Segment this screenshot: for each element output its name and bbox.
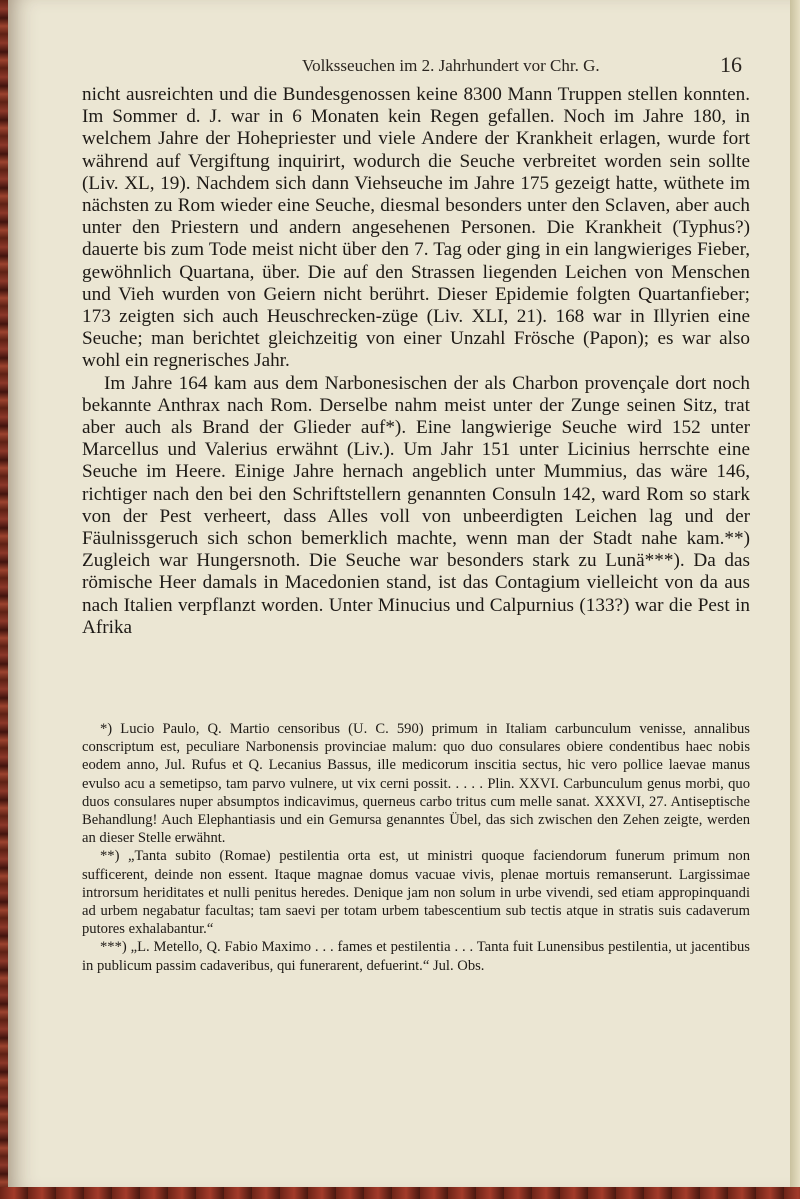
footnote: ***) „L. Metello, Q. Fabio Maximo . . . fames et pestilentia . . . Tanta fuit Lunensibus pestilentia, ut jacentibus in publicum passim cadaveribus, qui funerarent, defuerint.“ Jul. Obs. <box>82 939 750 974</box>
page-header <box>302 46 742 86</box>
running-title: Volksseuchen im 2. Jahrhundert vor Chr. G. <box>302 56 600 75</box>
paragraph: Im Jahre 164 kam aus dem Narbonesischen der als Charbon provençale dort noch bekannte Anthrax nach Rom. Derselbe nahm meist unter der Zunge seinen Sitz, trat aber auch als Brand der Glieder auf*). Eine langwierige Seuche wird 152 unter Marcellus und Valerius erwähnt (Liv.). Um Jahr 151 unter Licinius herrschte eine Seuche im Heere. Einige Jahre hernach angeblich unter Mummius, das wäre 146, richtiger nach den bei den Schriftstellern genannten Consuln 142, ward Rom so stark von der Pest verheert, dass Alles voll von unbeerdigten Leichen lag und der Fäulnissgeruch sich schon bemerklich machte, wenn man der Stadt nahe kam.**) Zugleich war Hungersnoth. Die Seuche war besonders stark zu Lunä***). Da das römische Heer damals in Macedonien stand, ist das Contagium vielleicht von da aus nach Italien verpflanzt worden. Unter Minucius und Calpurnius (133?) war die Pest in Afrika <box>82 372 750 638</box>
main-text <box>82 84 750 639</box>
footnotes <box>82 720 750 975</box>
book-bottom-edge <box>0 1187 800 1199</box>
page-number: 16 <box>720 52 742 77</box>
footnote: *) Lucio Paulo, Q. Martio censoribus (U. C. 590) primum in Italiam carbunculum venisse, annalibus conscriptum est, peculiare Narbonensis provinciae malum: quo duo consulares obiere condentibus haec nobis eodem anno, Jul. Rufus et Q. Lecanius Bassus, ille medicorum inscitia sectus, hic vero pollice laevae manus evulso acu a semetipso, tam parvo vulnere, ut vix cerni possit. . . . . Plin. XXVI. Carbunculum genus morbi, quo duos consulares nuper absumptos indicavimus, querneus carbo tritus cum melle sanat. XXXVI, 27. Antiseptische Behandlung! Auch Elephantiasis und ein Gemursa genanntes Übel, das sich zwischen den Zehen zeigte, werden an dieser Stelle erwähnt. <box>82 721 750 847</box>
page-edge-right <box>790 0 800 1199</box>
footnote: **) „Tanta subito (Romae) pestilentia orta est, ut ministri quoque faciendorum funerum primum non sufficerent, deinde non essent. Itaque magnae domus vacuae vivis, plenae mortuis remanserunt. Largissimae introrsum heriditates et nulli penitus heredes. Denique jam non solum in urbe vivendi, sed etiam appropinquandi ad urbem negabatur facultas; tam saevi per totam urbem tabescentium sub tectis atque in stratis suis cadaverum putores exhalabantur.“ <box>82 848 750 938</box>
paragraph: nicht ausreichten und die Bundesgenossen keine 8300 Mann Truppen stellen konnten. Im Sommer d. J. war in 6 Monaten kein Regen gefallen. Noch im Jahre 180, in welchem Jahre der Hohepriester und viele Andere der Krankheit erlagen, wurde fort während auf Vergiftung inquirirt, wodurch die Seuche verbreitet worden sein sollte (Liv. XL, 19). Nachdem sich dann Viehseuche im Jahre 175 gezeigt hatte, wüthete im nächsten zu Rom wieder eine Seuche, diesmal besonders unter den Sclaven, aber auch unter den Priestern und andern angesehenen Personen. Die Krankheit (Typhus?) dauerte bis zum Tode meist nicht über den 7. Tag oder ging in ein langwieriges Fieber, gewöhnlich Quartana, über. Die auf den Strassen liegenden Leichen von Menschen und Vieh wurden von Geiern nicht berührt. Dieser Epidemie folgten Quartanfieber; 173 zeigten sich auch Heuschrecken-züge (Liv. XLI, 21). 168 war in Illyrien eine Seuche; man berichtet gleichzeitig von einer Unzahl Frösche (Papon); es war also wohl ein regnerisches Jahr. <box>82 84 750 372</box>
